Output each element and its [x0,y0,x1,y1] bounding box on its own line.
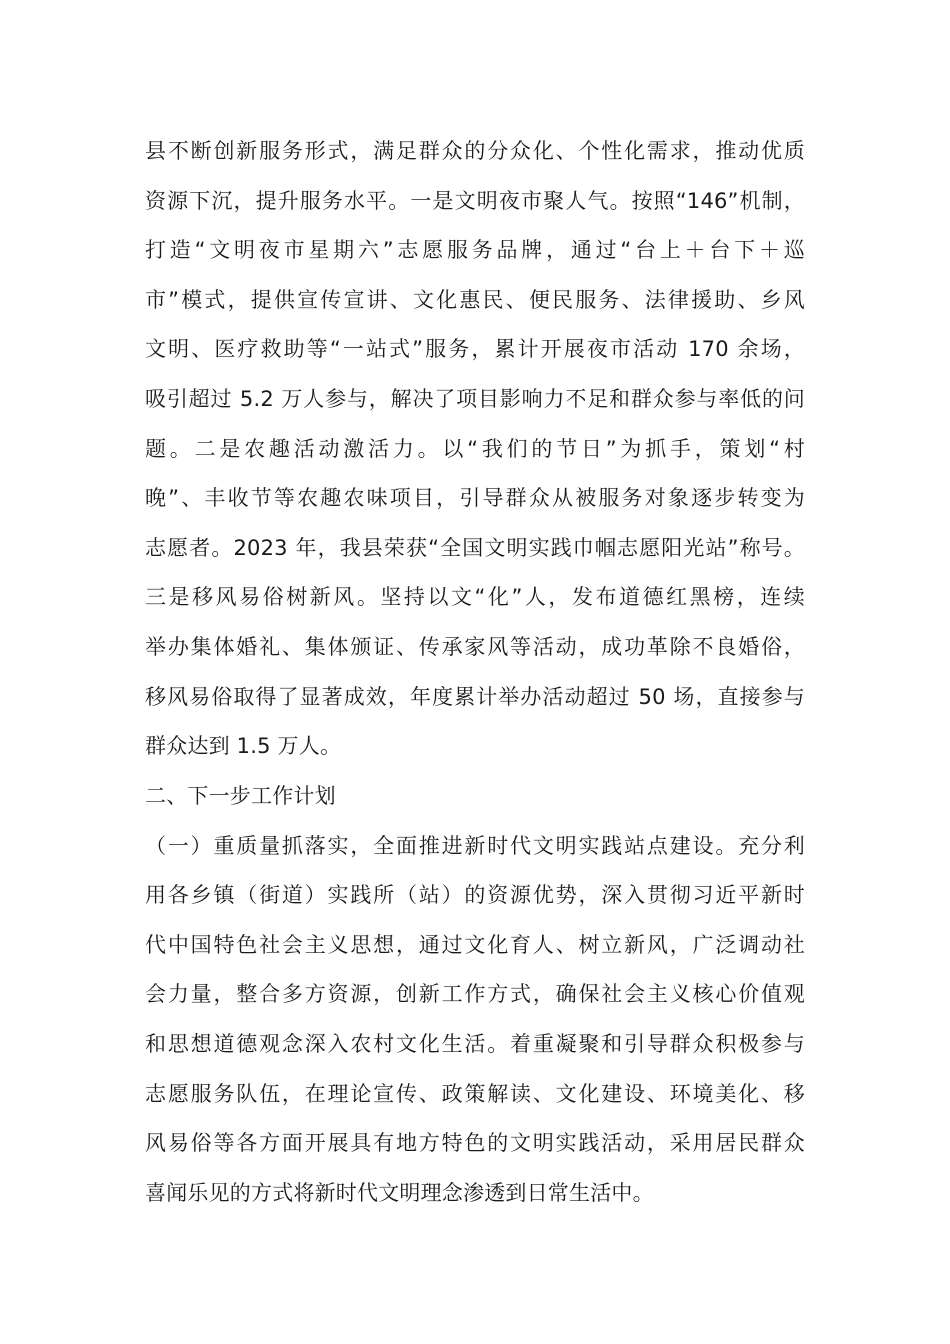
paragraph-line: 县不断创新服务形式，满足群众的分众化、个性化需求，推动优质 [145,139,805,163]
paragraph-line: 市”模式，提供宣传宣讲、文化惠民、便民服务、法律援助、乡风 [145,288,805,312]
paragraph-line: 移风易俗取得了显著成效，年度累计举办活动超过 50 场，直接参与 [145,685,805,709]
paragraph-line: 用各乡镇（街道）实践所（站）的资源优势，深入贯彻习近平新时 [145,883,805,907]
paragraph-line: 打造“文明夜市星期六”志愿服务品牌，通过“台上＋台下＋巡 [145,238,805,262]
paragraph-line: 题。二是农趣活动激活力。以“我们的节日”为抓手，策划“村 [145,437,805,461]
paragraph-line: 喜闻乐见的方式将新时代文明理念渗透到日常生活中。 [145,1181,654,1205]
paragraph-line: 吸引超过 5.2 万人参与，解决了项目影响力不足和群众参与率低的问 [145,387,805,411]
paragraph-line: 群众达到 1.5 万人。 [145,734,342,758]
paragraph-line: 代中国特色社会主义思想，通过文化育人、树立新风，广泛调动社 [145,933,805,957]
paragraph-line: 和思想道德观念深入农村文化生活。着重凝聚和引导群众积极参与 [145,1032,805,1056]
paragraph-line: 晚”、丰收节等农趣农味项目，引导群众从被服务对象逐步转变为 [145,486,805,510]
paragraph-line: 志愿者。2023 年，我县荣获“全国文明实践巾帼志愿阳光站”称号。 [145,536,805,560]
paragraph-line: 文明、医疗救助等“一站式”服务，累计开展夜市活动 170 余场， [145,337,805,361]
paragraph-line: 三是移风易俗树新风。坚持以文“化”人，发布道德红黑榜，连续 [145,585,805,609]
paragraph-line: 举办集体婚礼、集体颁证、传承家风等活动，成功革除不良婚俗， [145,635,805,659]
section-heading: 二、下一步工作计划 [145,784,336,808]
paragraph-line: 资源下沉，提升服务水平。一是文明夜市聚人气。按照“146”机制， [145,189,805,213]
paragraph-line: 风易俗等各方面开展具有地方特色的文明实践活动，采用居民群众 [145,1131,805,1155]
paragraph-line: 志愿服务队伍，在理论宣传、政策解读、文化建设、环境美化、移 [145,1082,805,1106]
paragraph-line: （一）重质量抓落实，全面推进新时代文明实践站点建设。充分利 [145,834,805,858]
paragraph-line: 会力量，整合多方资源，创新工作方式，确保社会主义核心价值观 [145,982,805,1006]
